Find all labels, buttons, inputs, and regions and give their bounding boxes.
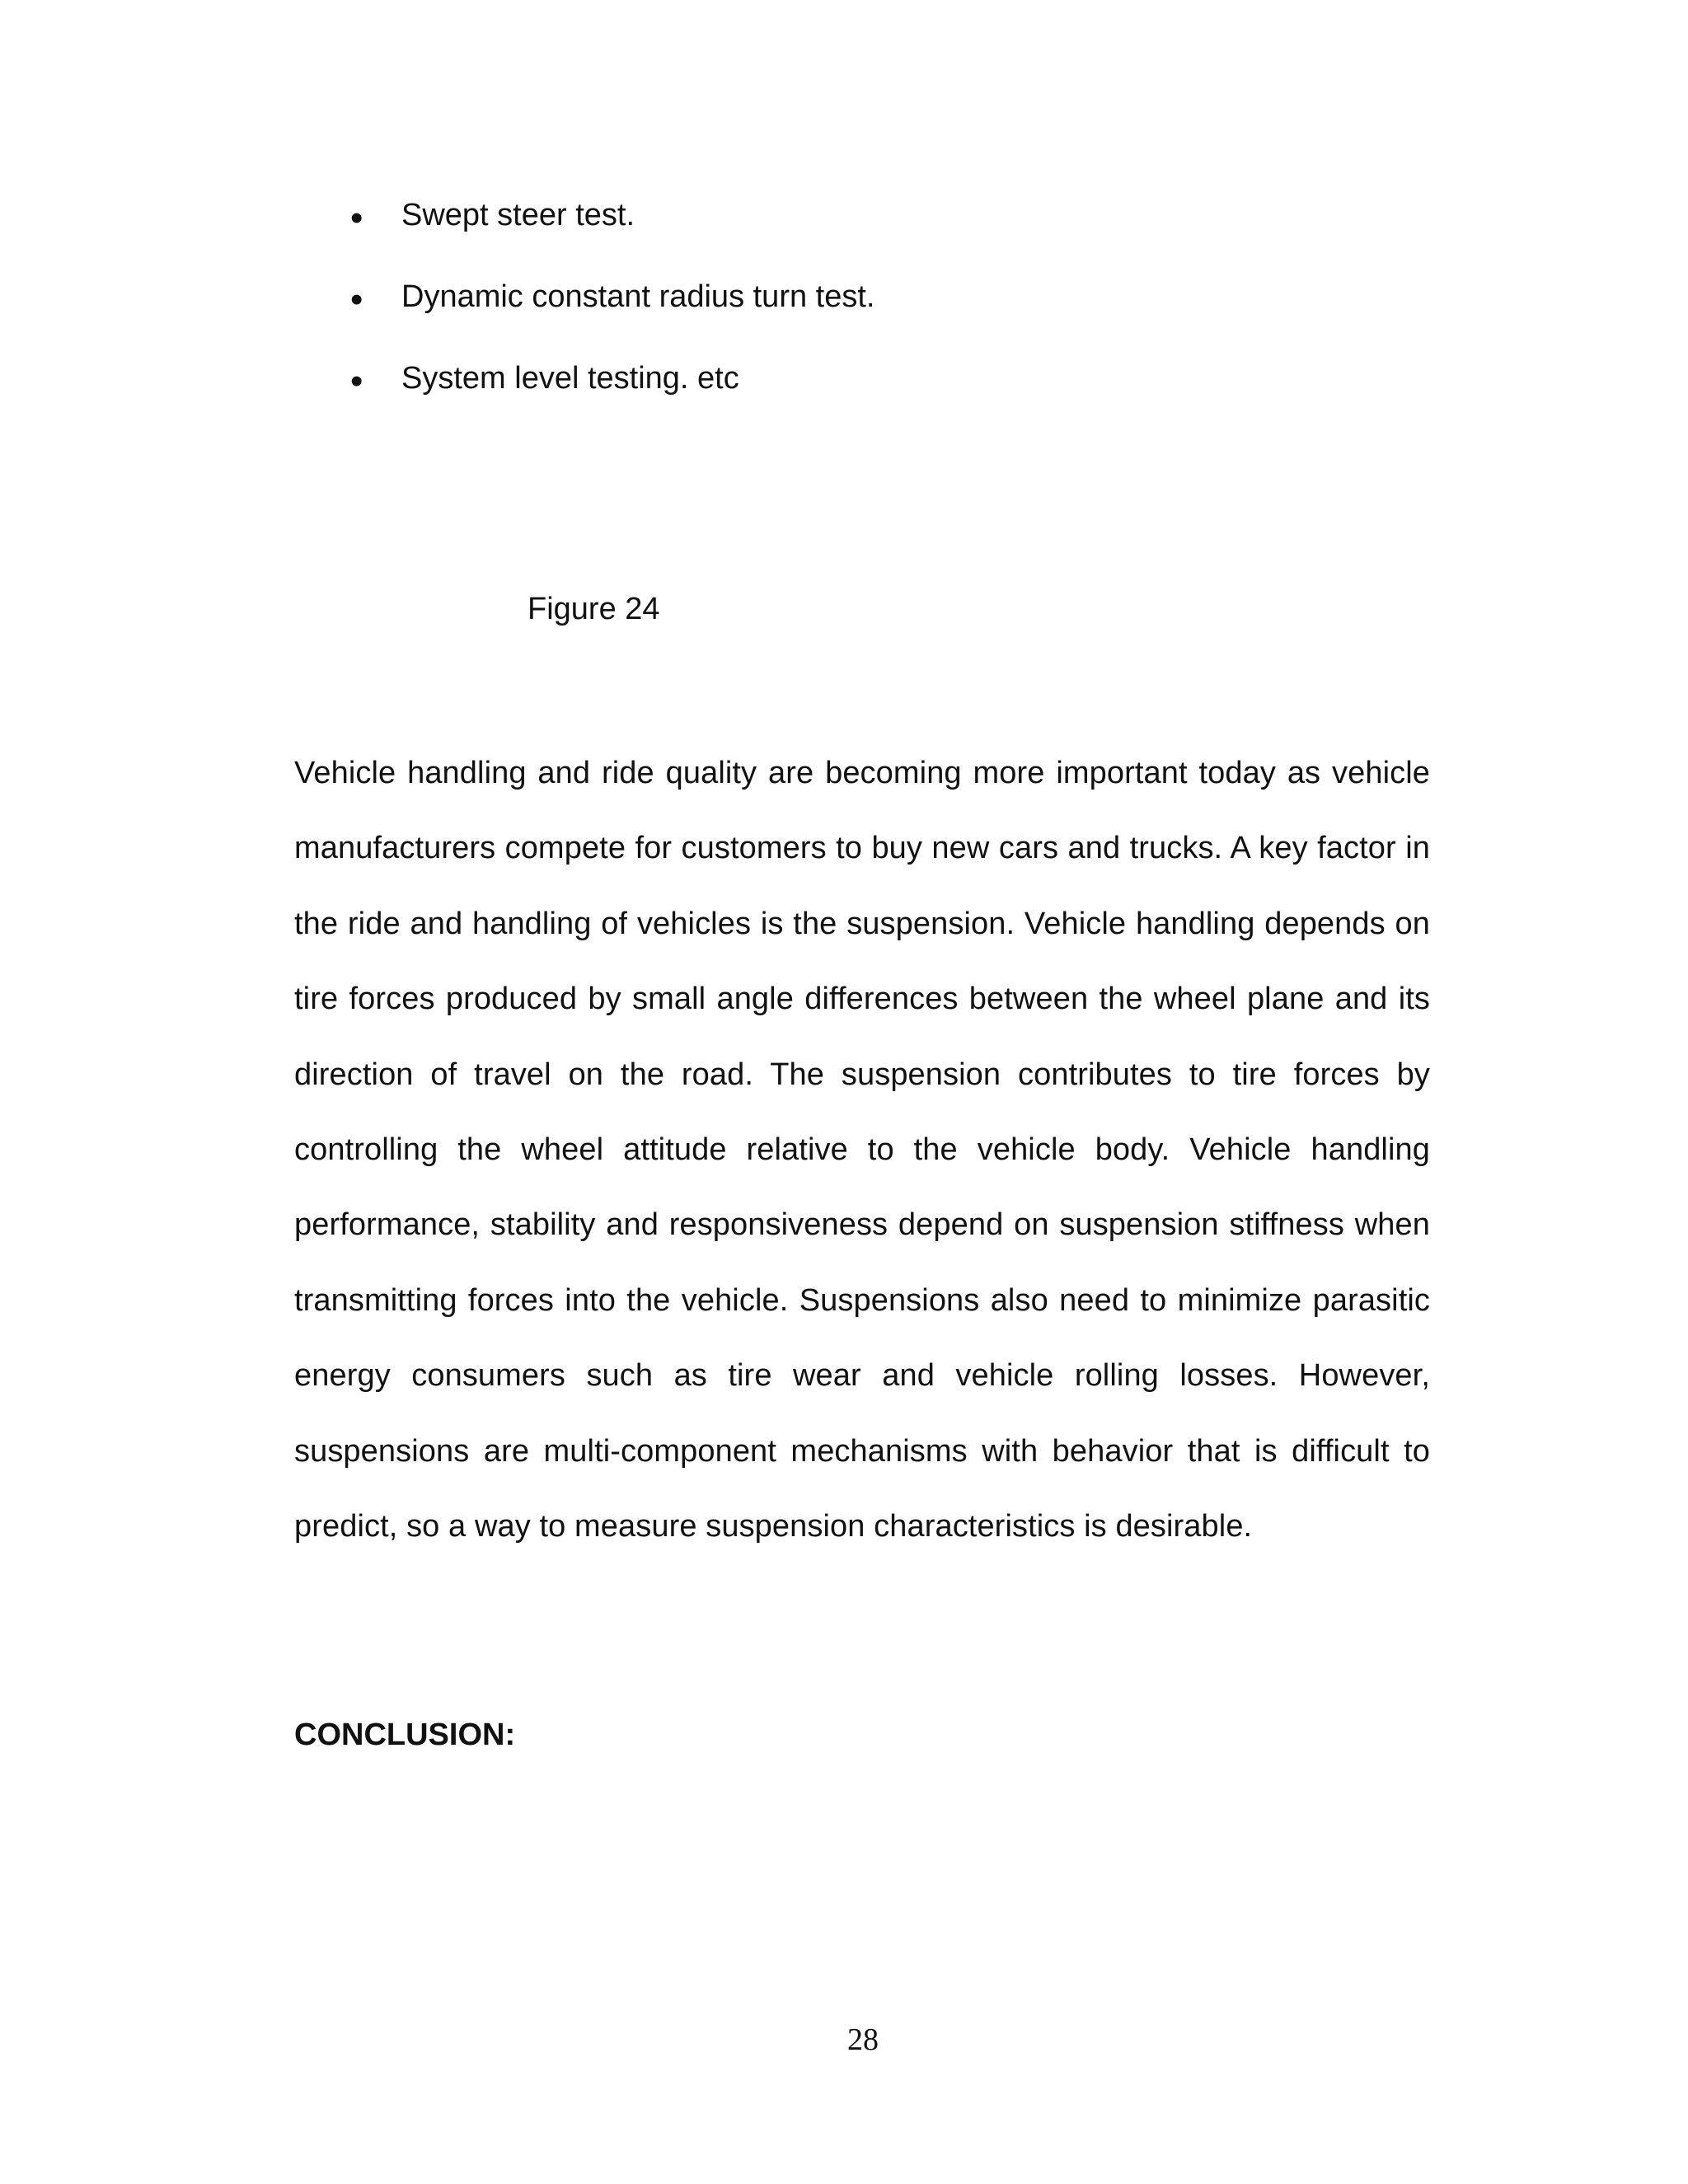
list-item xyxy=(350,361,1422,443)
list-item xyxy=(350,198,1422,279)
bullet-marker: • xyxy=(350,279,363,320)
body-paragraph: Vehicle handling and ride quality are becoming more important today as vehicle manufacturers compete for customers to buy new cars and trucks. A key factor in the ride and handling of vehicles is the suspension. Vehicle handling depends on tire forces produced by small angle differences between the wheel plane and its direction of travel on the road. The suspension contributes to tire forces by controlling the wheel attitude relative to the vehicle body. Vehicle handling performance, stability and responsiveness depend on suspension stiffness when transmitting forces into the vehicle. Suspensions also need to minimize parasitic energy consumers such as tire wear and vehicle rolling losses. However, suspensions are multi-component mechanisms with behavior that is difficult to predict, so a way to measure suspension characteristics is desirable. xyxy=(294,756,1430,1544)
list-item-text: System level testing. etc xyxy=(401,361,739,396)
bullet-marker: • xyxy=(350,198,363,238)
conclusion-heading: CONCLUSION: xyxy=(294,1718,516,1752)
page-number: 28 xyxy=(847,2022,879,2057)
test-method-list xyxy=(350,198,1422,443)
figure-caption: Figure 24 xyxy=(528,592,660,626)
list-item xyxy=(350,279,1422,361)
bullet-marker: • xyxy=(350,361,363,401)
list-item-text: Swept steer test. xyxy=(401,198,635,232)
list-item-text: Dynamic constant radius turn test. xyxy=(401,279,875,314)
